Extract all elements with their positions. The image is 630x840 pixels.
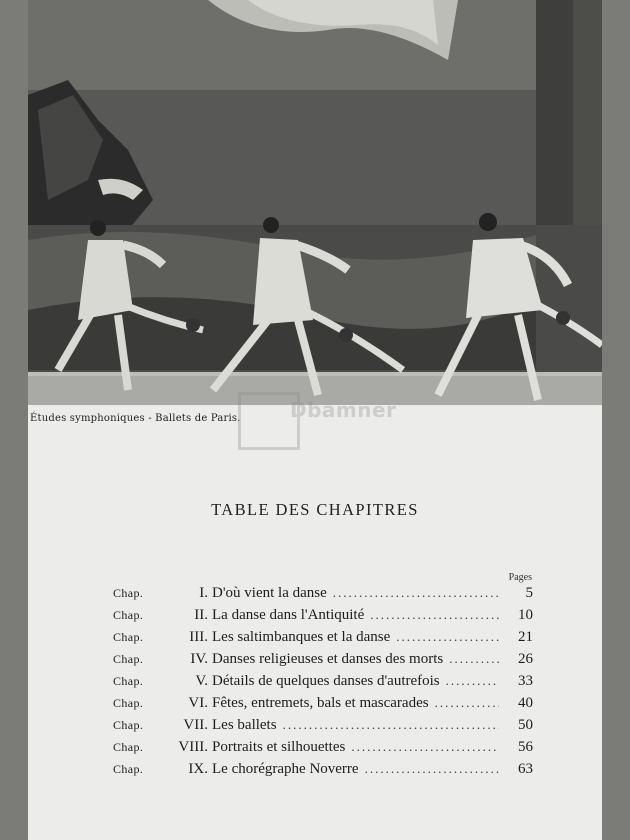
toc-row	[113, 629, 533, 651]
chapter-number: II.	[194, 607, 208, 623]
chapter-title: Les ballets	[212, 717, 277, 733]
photo-caption: Études symphoniques - Ballets de Paris.	[30, 413, 241, 424]
chap-label: Chap.	[113, 740, 144, 754]
chap-label: Chap.	[113, 630, 144, 644]
chap-label: Chap.	[113, 586, 144, 600]
toc-row	[113, 739, 533, 761]
chap-label: Chap.	[113, 674, 144, 688]
chapter-title: Danses religieuses et danses des morts	[212, 651, 444, 667]
leader-dots	[449, 651, 499, 667]
leader-dots	[396, 629, 499, 645]
chapter-title: Portraits et silhouettes	[212, 739, 346, 755]
chap-label: Chap.	[113, 608, 144, 622]
watermark-logo	[238, 392, 418, 462]
chapter-title: Fêtes, entremets, bals et mascarades	[212, 695, 429, 711]
ballet-photograph	[28, 0, 602, 405]
chapter-page: 21	[518, 629, 533, 645]
chap-label: Chap.	[113, 718, 144, 732]
chapter-page: 50	[518, 717, 533, 733]
chapter-title: Les saltimbanques et la danse	[212, 629, 391, 645]
chapter-number: I.	[199, 585, 208, 601]
chapter-title: D'où vient la danse	[212, 585, 327, 601]
toc-row	[113, 673, 533, 695]
chapter-page: 10	[518, 607, 533, 623]
toc-heading: TABLE DES CHAPITRES	[211, 500, 419, 519]
chapter-number: VI.	[188, 695, 208, 711]
pages-column-label: Pages	[508, 572, 532, 583]
chapter-page: 26	[518, 651, 533, 667]
book-page	[28, 0, 602, 840]
leader-dots	[351, 739, 499, 755]
toc-row	[113, 585, 533, 607]
table-of-contents	[113, 585, 533, 783]
leader-dots	[435, 695, 499, 711]
chapter-number: IV.	[190, 651, 208, 667]
chapter-page: 63	[518, 761, 533, 777]
chapter-title: Le chorégraphe Noverre	[212, 761, 359, 777]
chapter-page: 40	[518, 695, 533, 711]
chapter-number: III.	[189, 629, 208, 645]
toc-row	[113, 761, 533, 783]
chapter-number: VIII.	[178, 739, 208, 755]
toc-row	[113, 607, 533, 629]
chapter-page: 5	[525, 585, 533, 601]
leader-dots	[283, 717, 499, 733]
leader-dots	[370, 607, 499, 623]
chap-label: Chap.	[113, 762, 144, 776]
toc-row	[113, 695, 533, 717]
chapter-title: Détails de quelques danses d'autrefois	[212, 673, 440, 689]
chapter-number: VII.	[183, 717, 208, 733]
chapter-number: IX.	[188, 761, 208, 777]
chap-label: Chap.	[113, 652, 144, 666]
chapter-page: 56	[518, 739, 533, 755]
leader-dots	[365, 761, 499, 777]
chapter-title: La danse dans l'Antiquité	[212, 607, 365, 623]
leader-dots	[446, 673, 499, 689]
toc-row	[113, 651, 533, 673]
ballet-photo-illustration	[28, 0, 602, 405]
leader-dots	[333, 585, 499, 601]
chapter-page: 33	[518, 673, 533, 689]
chapter-number: V.	[195, 673, 208, 689]
watermark-text: Dbamner	[290, 398, 397, 422]
chap-label: Chap.	[113, 696, 144, 710]
toc-row	[113, 717, 533, 739]
